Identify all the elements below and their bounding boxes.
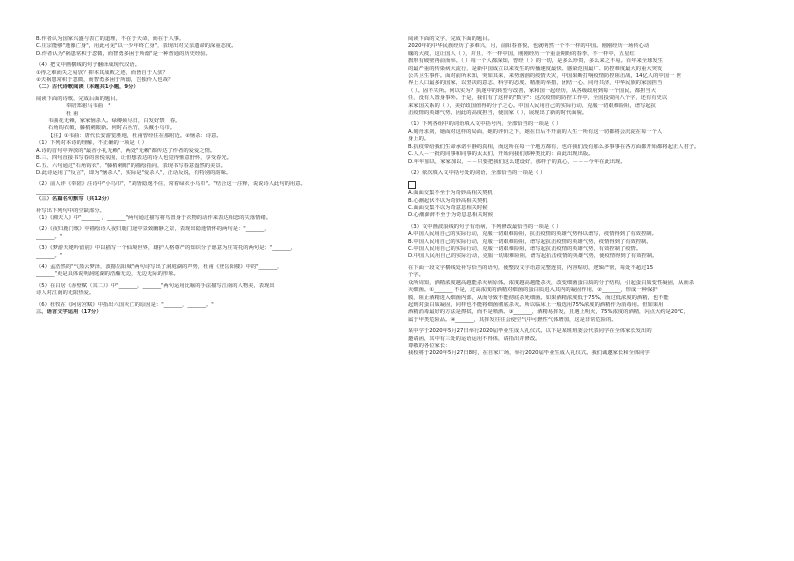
text-line: 个字。 bbox=[408, 272, 424, 279]
text-line: D.心潮澎湃不至于为奇息息相关时候 bbox=[408, 212, 494, 219]
text-line: 界上人口最多的国家，以坚决的意志、科学的态度、精准的举措，团结一心、同舟共济，中华民族的家国担当 bbox=[408, 80, 663, 87]
text-line: 补写出下列句中的空缺部分。 bbox=[36, 207, 105, 214]
text-line: （6）杜牧在《阿房宫赋》中指出六国灭亡的原因是："_______，_______。" bbox=[36, 301, 214, 308]
checkbox-icon bbox=[408, 181, 416, 189]
text-line: _______"更是具体说明洞庭湖的浩瀚无边，无边无际的形象。 bbox=[36, 271, 179, 278]
text-line: D.年年加以，家家加以，－－只要把我们这么建设好，那样子的真心，－－－今年在此出现。 bbox=[408, 158, 626, 165]
text-line: （ ）。固不失所。何以实为？执迷中的转型与改善，家和国一起经历，从各级政府到每一个国民，都担当大 bbox=[408, 87, 656, 94]
text-line: ①得之难而失之易欤？抑本其成败之迹，而皆自于人欤？ bbox=[36, 69, 168, 76]
text-line: 酒精消毒最好的方法是擦拭，而不是喷洒。③_______，酒精易挥发，且遇上明火，75%浓度的酒精，闪点大约是20℃， bbox=[408, 309, 689, 316]
text-line: 魄的大疫，这让国人（ ），并且，不一样中国，刚刚经历一个重金期盼的春季，不一样中，五星红 bbox=[408, 50, 635, 57]
text-line: A.刻舟求剑，她面对这样的局面，她的评价之下，她在日后不开前的人生一所有这一切都将会沉淀在每一个人 bbox=[408, 128, 663, 135]
text-line: C.面面交集不以为奇意息相关时候 bbox=[408, 205, 488, 212]
text-line: A.诗的首句中奔放的"最香小礼无赖"，两处"无赖"都传达了作者的爱爱之情。 bbox=[36, 147, 216, 154]
text-line: 【注】①韦曲：唐代长安游览胜地，杜甫曾经住在那附近。②恼杀：诗意。 bbox=[48, 132, 222, 139]
text-line: B.作者认为国家兴盛与表亡的道理，不在于天命，而在于人事。 bbox=[36, 36, 185, 42]
right-column bbox=[408, 36, 768, 554]
text-line: 击疫情的英雄气势，因此的高度担当，使国家（ ），展现出了新的时代面貌。 bbox=[408, 110, 588, 117]
text-line: D.作者认为"祸患常积于忽微，而智勇多困于所溺"是一种普通的历史经验。 bbox=[36, 50, 211, 57]
text-line: （2）前人评《奉陪》注诗中"小乌巾"，"刘皆隐逸不住，常着绿衣小乌巾"。"结合这一注释，说说诗人此句的用意。 bbox=[36, 181, 306, 188]
text-line: C.中国人民用自己的实际行动，克服一切艰难险阻，谱写起抗击疫情的英雄气势，有效控制了疫情。 bbox=[408, 246, 642, 253]
section-heading: 三、语言文字运用（17分） bbox=[36, 309, 102, 315]
text-line: （2）《夜归鹿门歌》中描绘诗人夜归鹿门途中景致幽静之景，表现出隐逸情怀的两句是："_______， bbox=[36, 226, 270, 233]
text-line: 来家国关系的（ ），美好政国值得的分子之心。中国人民用自己的实际行动，克服一切艰难险阻，谱写起抗 bbox=[408, 102, 656, 109]
text-line: 奉陪郑驸马韦曲 ² bbox=[66, 103, 111, 110]
text-line: 杜 甫 bbox=[66, 110, 79, 117]
text-line: 在下面一段文字横线处补写恰当的语句，使整段文字语意完整连贯，内容贴切，逻辑严密，每处不超过15 bbox=[408, 264, 654, 271]
text-line: 阅读下面的文字，完成下面的题目。 bbox=[408, 36, 493, 42]
text-line: 石角钩衣破，藤梢刺眼新。何时占丛竹，头戴小乌巾。 bbox=[48, 125, 176, 132]
text-line: （5）在白居《赤壁赋（其二）》中"_______，_______"两句运用比喻的手法描写江南的人物美，表现出 bbox=[36, 282, 275, 289]
text-line: 膜，阻止酒精进入细菌内部，从而导致不能彻底杀死细菌。如果酒精浓度低于75%，而过低浓度的酒精，也不能 bbox=[408, 294, 669, 301]
section-heading: （三）名篇名句默写（共12分） bbox=[36, 196, 113, 203]
text-line: （4）把文中画横线的句子翻译成现代汉语。 bbox=[36, 62, 141, 69]
text-line: _______。" bbox=[36, 252, 63, 259]
text-line: B.心潮起伏不以为奇妙高相关契机 bbox=[408, 197, 488, 204]
text-line: 身上的。 bbox=[408, 136, 430, 143]
text-line: 邀请函，其中有三处的运语运用不得体，请指出并修改。 bbox=[408, 335, 541, 342]
text-line: 阅读下面的诗歌，完成后面的题目。 bbox=[36, 95, 121, 102]
text-line: 众所周知，酒精浓度越高越能杀灭病原体。浓度越高越能杀灭，改变细菌蛋白质的分子结构，引起蛋白质变性凝固，从而杀 bbox=[408, 279, 695, 286]
text-line: 灭细菌。①_______ 不是，过高浓度的酒精对细菌的蛋白质进入其内的凝固作用，②_______，形成一种保护 bbox=[408, 287, 658, 294]
text-line: D.中国人民用自己的实际行动，克服一切艰难险阻，谱写起抗击疫情的英雄气势，使疫情得到了有效控制。 bbox=[408, 253, 658, 260]
text-line: 尊敬的各位家长： bbox=[408, 342, 451, 349]
text-line: 2020年的中华民族经历了多难兴，月，前阳春喜悦，也就明然一个不一样的中国。刚刚经历一场传心动 bbox=[408, 43, 650, 50]
text-line: __________________ bbox=[36, 188, 84, 195]
text-line: （1）《湘夫人》中"_______ ，_______"两句通过描写将鸟置身于衣物的动作来表达相恋的失落情绪。 bbox=[36, 214, 272, 221]
text-line: B.中国人民用自己的实际行动，克服一切艰难险阻，谱写起抗击疫情的英雄气势，疫情得到了有效控制。 bbox=[408, 238, 652, 245]
text-line: C.五、六句通过"石角钩衣"、"藤梢刺眼"的描绘指向，表现书写春意盎然的美景。 bbox=[36, 162, 226, 169]
text-line: 某中学于2020年5月27日举行2020届毕业生成人礼仪式。以下是某班班委会代表同学在全体家长发出的 bbox=[408, 328, 652, 335]
answer-box bbox=[408, 181, 768, 190]
text-line: （2）依次填入文中括号处的词语，全部恰当的一项是（ ） bbox=[408, 169, 546, 176]
text-line: 的最严重的传染病大流行，是新中国成立以来发生的传播速度最快、感染范围最广、防控难度最大的重大突发 bbox=[408, 65, 663, 72]
text-line: 诗人对江南的无限热爱。 bbox=[36, 290, 95, 297]
text-line: 旗形有破壁再前而举。（ ）每一个人都深知，曾经（ ）的一切，是多么珍贵，多么来之不易。百年来全球发生 bbox=[408, 58, 663, 65]
text-line: （3）文中画波浪线的句子有语病，下列修改最恰当的一项是（ ） bbox=[408, 223, 562, 230]
text-line: 属于甲类危险品。④_______，其挥发往往会使空气中可燃性气体增加，这是非常危险的。 bbox=[408, 316, 617, 323]
section-heading: （二）古代诗歌阅读（本题共1小题，9分） bbox=[36, 84, 139, 91]
text-line: （1）下列各组中的词语填入文中括号内，全部恰当的一项是（ ） bbox=[408, 121, 562, 128]
text-line: （4）孟浩然的"气蒸云梦泽，波撼岳阳城"两句诗写出了洞庭湖的声势，杜甫《登岳阳楼》中的"_______， bbox=[36, 263, 283, 270]
text-line: 任，没有人置身事外。于是，我们有了这样的"数字"：这次疫情的防控工作中，全国投资向八个字，还有有史以 bbox=[408, 95, 668, 102]
text-line: A.面面交集不至于为奇妙高相关契机 bbox=[408, 190, 493, 197]
text-line: _______。" bbox=[36, 233, 63, 240]
text-line: C.庄宗能够"逸豫亡身"，用此可见"以一少年终亡身"，表现出对父亲遗命的深重态度。 bbox=[36, 43, 237, 50]
text-line: 公共卫生事件。面对前所未知，突如其来，来势汹汹的疫情天灾，中国果断打响疫情防控阻击战，14亿人的中国一 世 bbox=[408, 73, 682, 80]
text-line: （3）《梦游天姥吟留别》中以描写一个仙境世界，雄护人格尊严的知识分子愿意为庄寄托的两句是："_______， bbox=[36, 245, 297, 252]
text-line: C.人人－一批的同事和同事的太太们，开始向我们那种类比的：由此出现出版。 bbox=[408, 151, 594, 158]
text-line: 韦曲花无赖，家家恼杀人。绿樽须尽日，白发好禁 春。 bbox=[48, 118, 181, 125]
text-line: （1）下列对本诗的理解，不正确的一项是（ ） bbox=[36, 140, 147, 147]
left-column bbox=[36, 36, 396, 554]
text-line: A.中国人民用自己的实际行动，克服一切艰难险阻，抗击疫情的英雄气势得以谱写，疫情得到了有效控制。 bbox=[408, 231, 657, 238]
text-line: D.此诗运用了"反言"，即为"恼杀人"，实际是"爱杀人"，正话反说，有特别的韵味。 bbox=[36, 169, 232, 176]
text-line: B.抗疫带给我们生命承诺平静的真相，而这所在每一个地方都有，也许我们没有那么多事事在各方面都开始都将起正人君子。 bbox=[408, 143, 700, 150]
text-line: 起到对蛋白质凝固，同样也不能将细菌彻底杀灭。所以临床上一般选用75%浓度的酒精作为消毒用。但如果用 bbox=[408, 301, 664, 308]
text-line: 我校将于2020年5月27日8时，在自家广场，举行2020届毕业生成人礼仪式。我们诚邀家长和全体同学 bbox=[408, 350, 650, 357]
text-line: B.三、四句直接书写春的喜悦氛围，让但想表达的诗人也觉得惬意舒怀，享受春光。 bbox=[36, 155, 233, 162]
text-line: ②夫祸患常积于忽微，而智勇多困于所溺，岂独伶人也哉？ bbox=[36, 77, 174, 84]
